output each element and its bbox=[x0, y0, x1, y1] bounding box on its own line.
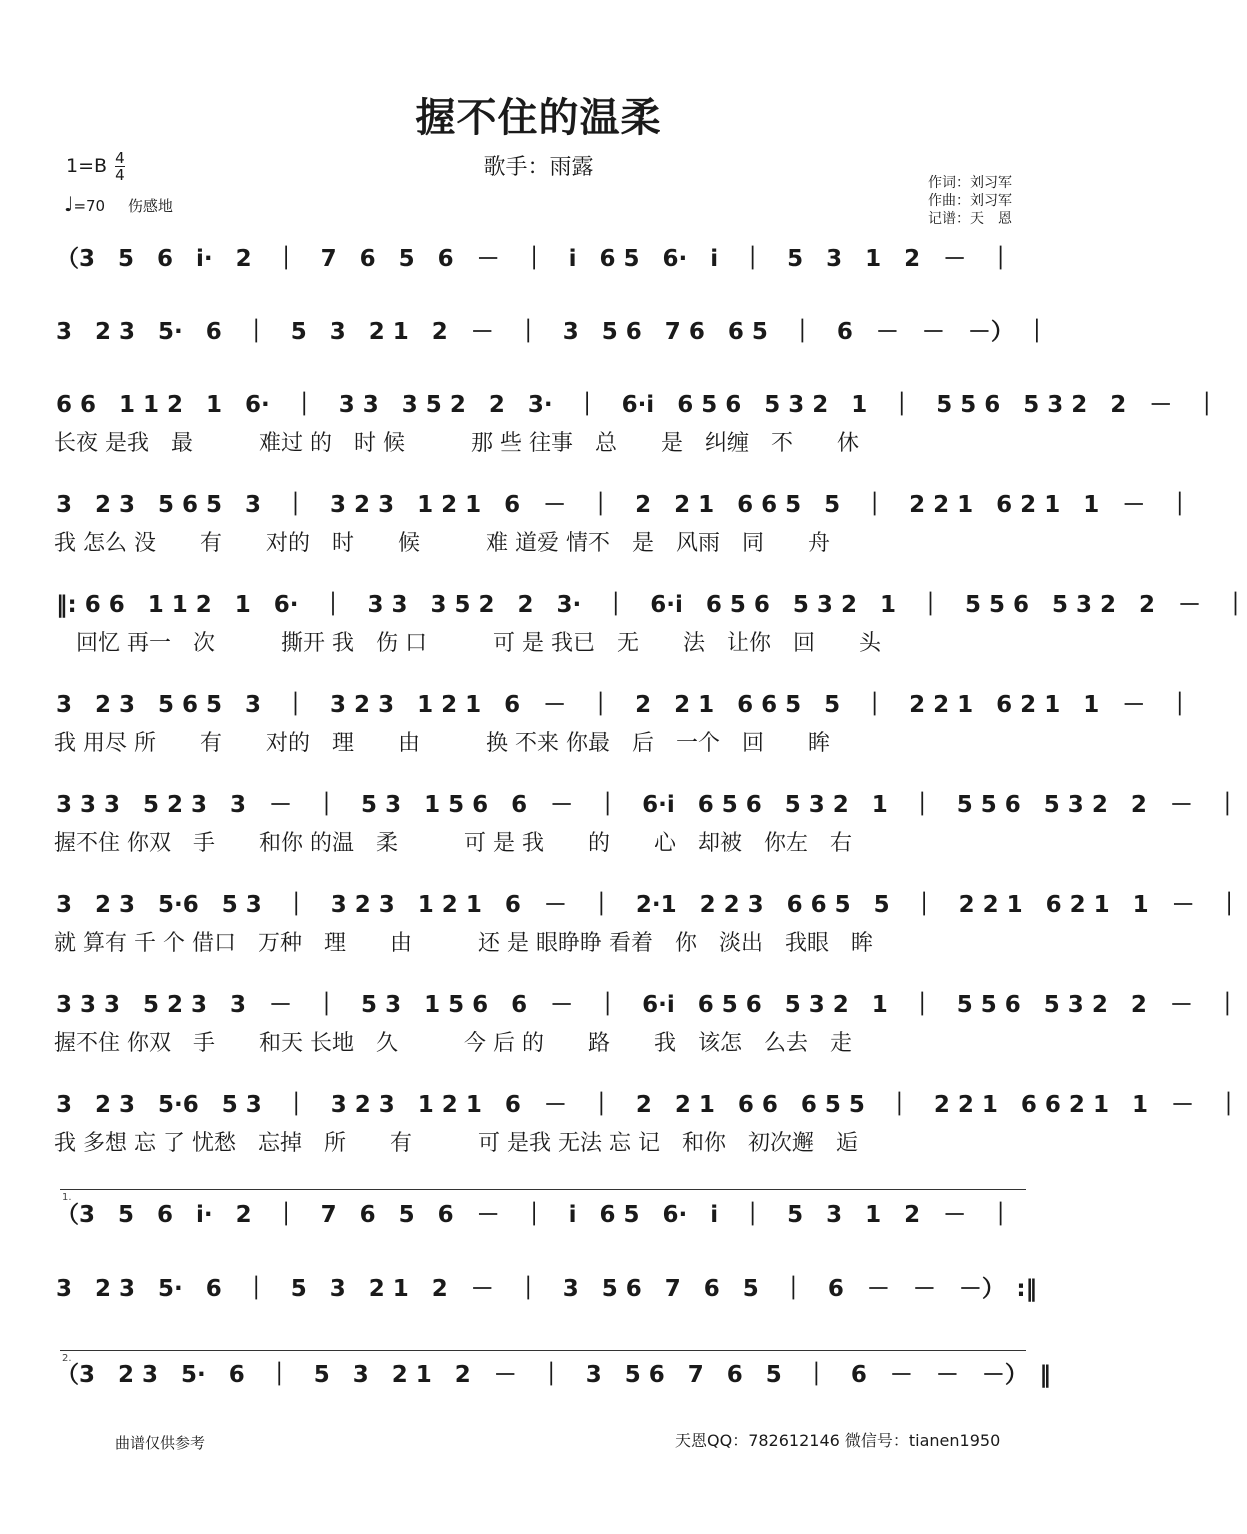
lyric-line: 长夜 是我 最 难过 的 时 候 那 些 往事 总 是 纠缠 不 休 bbox=[54, 431, 859, 456]
volta-2-label: 2. bbox=[62, 1353, 72, 1364]
volta-2-line bbox=[60, 1350, 1026, 1351]
volta-1-line bbox=[60, 1189, 1026, 1190]
notation-line: 3 3 3 5 2 3 3 － ｜ 5 3 1 5 6 6 － ｜ 6·i 6 5 6 5 3 2 1 ｜ 5 5 6 5 3 2 2 － ｜ bbox=[56, 992, 1239, 1018]
notation-line: 3 2 3 5· 6 ｜ 5 3 2 1 2 － ｜ 3 5 6 7 6 5 ｜ 6 － － －） :‖ bbox=[56, 1276, 1038, 1302]
tempo-value: =70 bbox=[73, 197, 106, 215]
time-top: 4 bbox=[115, 149, 125, 167]
lyric-line: 我 用尽 所 有 对的 理 由 换 不来 你最 后 一个 回 眸 bbox=[54, 731, 830, 756]
notation-line: 3 2 3 5 6 5 3 ｜ 3 2 3 1 2 1 6 － ｜ 2 2 1 6 6 5 5 ｜ 2 2 1 6 2 1 1 － ｜ bbox=[56, 492, 1192, 518]
footer-disclaimer: 曲谱仅供参考 bbox=[115, 1434, 206, 1452]
lyric-line: 回忆 再一 次 撕开 我 伤 口 可 是 我已 无 法 让你 回 头 bbox=[54, 631, 881, 656]
mood-marking: 伤感地 bbox=[127, 197, 173, 215]
lyric-line: 握不住 你双 手 和你 的温 柔 可 是 我 的 心 却被 你左 右 bbox=[54, 831, 852, 856]
notation-line: 3 3 3 5 2 3 3 － ｜ 5 3 1 5 6 6 － ｜ 6·i 6 5 6 5 3 2 1 ｜ 5 5 6 5 3 2 2 － ｜ bbox=[56, 792, 1239, 818]
notation-line: （3 2 3 5· 6 ｜ 5 3 2 1 2 － ｜ 3 5 6 7 6 5 ｜ 6 － － －） ‖ bbox=[56, 1362, 1051, 1388]
time-bottom: 4 bbox=[115, 166, 125, 184]
lyric-line: 就 算有 千 个 借口 万种 理 由 还 是 眼睁睁 看着 你 淡出 我眼 眸 bbox=[54, 931, 873, 956]
time-signature bbox=[115, 150, 125, 183]
key-label: 1=B bbox=[66, 155, 108, 177]
lyricist: 作词：刘习军 bbox=[928, 175, 1012, 191]
tempo-marking bbox=[64, 192, 173, 216]
lyric-line: 握不住 你双 手 和天 长地 久 今 后 的 路 我 该怎 么去 走 bbox=[54, 1031, 852, 1056]
notation-line: 3 2 3 5 6 5 3 ｜ 3 2 3 1 2 1 6 － ｜ 2 2 1 6 6 5 5 ｜ 2 2 1 6 2 1 1 － ｜ bbox=[56, 692, 1192, 718]
lyric-line: 我 怎么 没 有 对的 时 候 难 道爱 情不 是 风雨 同 舟 bbox=[54, 531, 830, 556]
notation-line: ‖: 6 6 1 1 2 1 6· ｜ 3 3 3 5 2 2 3· ｜ 6·i 6 5 6 5 3 2 1 ｜ 5 5 6 5 3 2 2 － ｜ bbox=[56, 592, 1247, 618]
song-title: 握不住的温柔 bbox=[415, 95, 662, 141]
transcriber: 记谱：天 恩 bbox=[928, 211, 1012, 227]
singer-line: 歌手：雨露 bbox=[483, 155, 594, 180]
notation-line: 3 2 3 5·6 5 3 ｜ 3 2 3 1 2 1 6 － ｜ 2 2 1 6 6 6 5 5 ｜ 2 2 1 6 6 2 1 1 － ｜ bbox=[56, 1092, 1240, 1118]
lyric-line: 我 多想 忘 了 忧愁 忘掉 所 有 可 是我 无法 忘 记 和你 初次邂 逅 bbox=[54, 1131, 858, 1156]
notation-line: （3 5 6 i· 2 ｜ 7 6 5 6 － ｜ i 6 5 6· i ｜ 5 3 1 2 － ｜ bbox=[56, 1202, 1013, 1228]
quarter-note-icon: ♩ bbox=[64, 192, 74, 216]
composer: 作曲：刘习军 bbox=[928, 193, 1012, 209]
credits bbox=[928, 174, 1012, 228]
footer-contact: 天恩QQ：782612146 微信号：tianen1950 bbox=[675, 1431, 1001, 1450]
notation-line: 6 6 1 1 2 1 6· ｜ 3 3 3 5 2 2 3· ｜ 6·i 6 5 6 5 3 2 1 ｜ 5 5 6 5 3 2 2 － ｜ bbox=[56, 392, 1219, 418]
key-signature bbox=[66, 150, 125, 183]
notation-line: （3 5 6 i· 2 ｜ 7 6 5 6 － ｜ i 6 5 6· i ｜ 5 3 1 2 － ｜ bbox=[56, 246, 1013, 272]
volta-1-label: 1. bbox=[62, 1192, 72, 1203]
notation-line: 3 2 3 5·6 5 3 ｜ 3 2 3 1 2 1 6 － ｜ 2·1 2 2 3 6 6 5 5 ｜ 2 2 1 6 2 1 1 － ｜ bbox=[56, 892, 1241, 918]
notation-line: 3 2 3 5· 6 ｜ 5 3 2 1 2 － ｜ 3 5 6 7 6 6 5 ｜ 6 － － －） ｜ bbox=[56, 319, 1049, 345]
